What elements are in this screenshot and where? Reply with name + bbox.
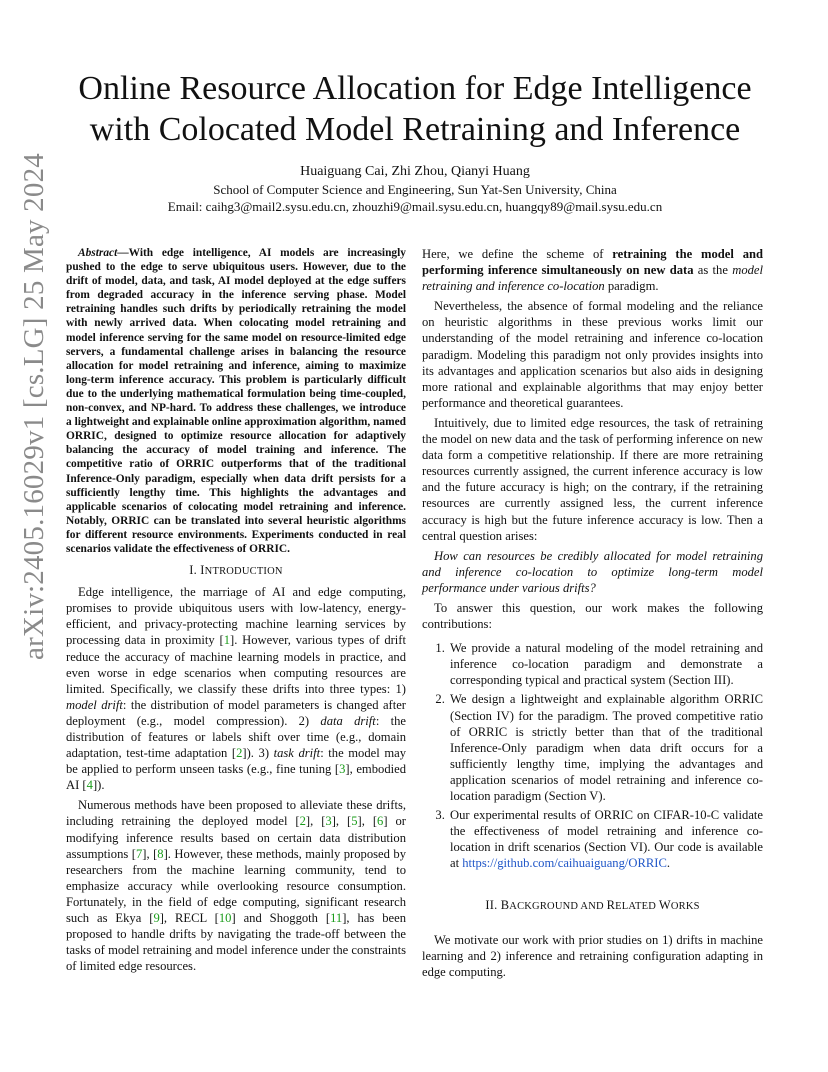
citation-link[interactable]: 5: [351, 814, 358, 829]
contribution-item: 1. We provide a natural modeling of the model retraining and inference co-location paradigm and demonstrate a corresponding typical and practical system (Section III).: [448, 640, 763, 688]
citation-link[interactable]: 4: [86, 778, 93, 793]
co-location-definition: Here, we define the scheme of retraining the model and performing inference simultaneously on new data as the model retraining and inference co-location paradigm.: [422, 247, 763, 294]
contributions-list: [422, 640, 763, 871]
intro-paragraph-1: Edge intelligence, the marriage of AI and edge computing, promises to provide ubiquitous users with low-latency, energy-efficient, and privacy-protecting machine learning services by processing data in proximity [1]. However, various types of drift reduce the accuracy of machine learning models in practice, and even worse in edge scenarios when computing resources are limited. Specifically, we classify these drifts into three types: 1) model drift: the distribution of model parameters is changed after deployment (e.g., model compression). 2) data drift: the distribution of features or labels shift over time (e.g., domain adaptation, test-time adaptation [2]). 3) task drift: the model may be applied to perform unseen tasks (e.g., fine tuning [3], embodied AI [4]).: [66, 585, 407, 793]
contribution-item: 2. We design a lightweight and explainable algorithm ORRIC (Section IV) for the paradigm. The proved competitive ratio of ORRIC is strictly better than that of the traditional Inference-Only paradigm when data drift occurs for a sufficiently lengthy time, implying the advantages and application scenarios of model retraining and inference co-location paradigm (Section V).: [448, 691, 763, 804]
citation-link[interactable]: 8: [157, 846, 164, 861]
central-question: How can resources be credibly allocated for model retraining and inference co-location to optimize long-term model performance under various drifts?: [422, 548, 763, 595]
title-line-1: Online Resource Allocation for Edge Intelligence: [78, 70, 752, 107]
citation-link[interactable]: 7: [135, 846, 143, 861]
citation-link[interactable]: 3: [339, 762, 346, 777]
section-heading-introduction: I. INTRODUCTION: [189, 563, 283, 578]
email-line: Email: caihg3@mail2.sysu.edu.cn, zhouzhi9@mail.sysu.edu.cn, huangqy89@mail.sysu.edu.cn: [167, 199, 663, 214]
citation-link[interactable]: 11: [330, 911, 343, 926]
background-paragraph: We motivate our work with prior studies on 1) drifts in machine learning and 2) inference and retraining configuration adapting in edge computing.: [422, 932, 763, 979]
left-column: [66, 246, 406, 978]
citation-link[interactable]: 10: [218, 911, 232, 926]
arxiv-stamp: arXiv:2405.16029v1 [cs.LG] 25 May 2024: [18, 153, 50, 660]
section-heading-background: II. BACKGROUND AND RELATED WORKS: [485, 898, 700, 913]
right-paragraph-2: Nevertheless, the absence of formal modeling and the reliance on heuristic algorithms in these previous works limit our understanding of the model retraining and inference co-location paradigm. Modeling this paradigm not only provides insights into its advantages and application scenarios but also aids in designing more rational and explainable algorithms that may enjoy better performance and theoretical guarantees.: [422, 299, 763, 410]
code-repo-link[interactable]: https://github.com/caihuaiguang/ORRIC: [462, 856, 667, 871]
title-line-2: with Colocated Model Retraining and Inference: [89, 111, 741, 148]
authors: Huaiguang Cai, Zhi Zhou, Qianyi Huang: [300, 164, 530, 179]
right-paragraph-3: Intuitively, due to limited edge resources, the task of retraining the model on new data and the task of performing inference on new data form a competitive relationship. If there are more retraining resources currently assigned, the current inference accuracy is low and the future accuracy is high; on the contrary, if the retraining resources are currently assigned less, the current inference accuracy is high but the future inference accuracy is low. Then a central question arises:: [422, 415, 763, 543]
intro-paragraph-2: Numerous methods have been proposed to alleviate these drifts, including retraining the deployed model [2], [3], [5], [6] or modifying inference results based on certain data distribution assumptions [7], [8]. However, these methods, mainly proposed by researchers from the machine learning community, tend to emphasize accuracy while overlooking resource consumption. Fortunately, in the field of edge computing, significant research such as Ekya [9], RECL [10] and Shoggoth [11], has been proposed to handle drifts by navigating the trade-off between the tasks of model retraining and model inference under the constraints of limited edge resources.: [66, 798, 406, 974]
affiliation: School of Computer Science and Engineering, Sun Yat-Sen University, China: [213, 182, 617, 197]
citation-link[interactable]: 6: [377, 814, 384, 829]
citation-link[interactable]: 1: [223, 633, 231, 648]
abstract: [66, 246, 406, 556]
citation-link[interactable]: 3: [325, 814, 332, 829]
abstract-text: —With edge intelligence, AI models are increasingly pushed to the edge to serve ubiquitous users. However, due to the drift of model, data, and task, AI model deployed at the edge suffers from degraded accuracy in the inference serving phase. Model retraining handles such drifts by periodically retraining the model with newly arrived data. When colocating model retraining and model inference serving for the same model on resource-limited edge servers, a fundamental challenge arises in balancing the resource allocation for model retraining and inference, aiming to maximize long-term inference accuracy. This problem is particularly difficult due to the underlying mathematical formulation being time-coupled, non-convex, and NP-hard. To address these challenges, we introduce a lightweight and explainable online approximation algorithm, named ORRIC, designed to optimize resource allocation for adaptively balancing the accuracy of model training and inference. The competitive ratio of ORRIC outperforms that of the traditional Inference-Only paradigm, especially when data drift persists for a sufficiently lengthy time. This highlights the advantages and applicable scenarios of colocating model retraining and inference. Notably, ORRIC can be translated into several heuristic algorithms for different resource environments. Experiments conducted in real scenarios validate the effectiveness of ORRIC.: [66, 247, 406, 555]
right-column: [422, 246, 763, 984]
abstract-label: Abstract: [78, 247, 118, 259]
citation-link[interactable]: 2: [236, 746, 243, 761]
answer-intro: To answer this question, our work makes the following contributions:: [422, 600, 763, 632]
contribution-item: 3. Our experimental results of ORRIC on CIFAR-10-C validate the effectiveness of model retraining and inference co-location in drift scenarios (Section VI). Our code is available at https://github.com/caihuaiguang/ORRIC.: [448, 807, 763, 871]
paper-title: [60, 68, 770, 150]
citation-link[interactable]: 9: [153, 911, 160, 926]
citation-link[interactable]: 2: [299, 814, 306, 829]
